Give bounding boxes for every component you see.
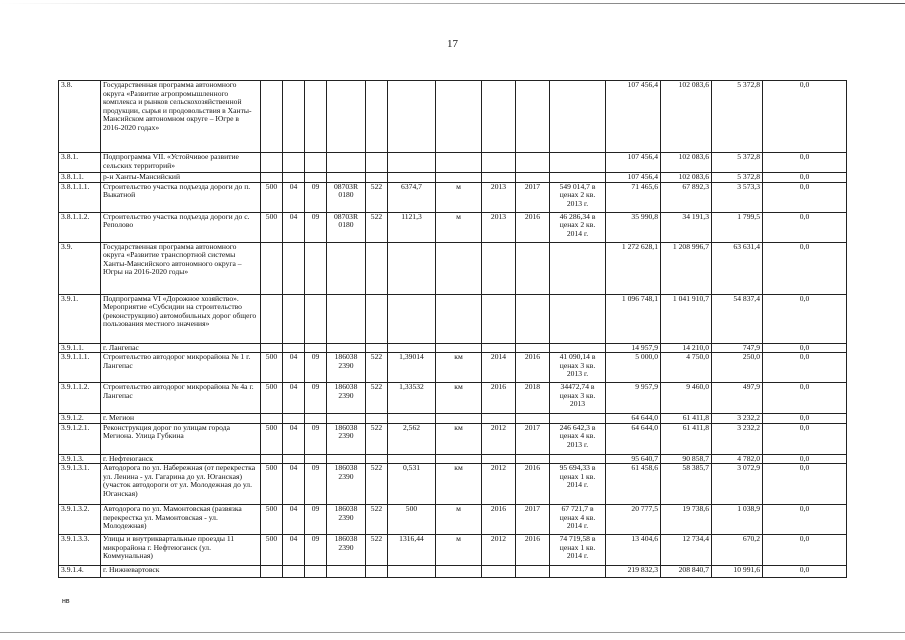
expense-type-cell: 522 — [366, 505, 388, 535]
unit-cell: км — [436, 464, 482, 505]
estimated-cost-cell: 41 090,14 в ценах 3 кв. 2013 г. — [550, 353, 606, 383]
subsection-code-cell: 09 — [305, 423, 327, 454]
regional-budget-cell: 5 372,8 — [712, 153, 763, 173]
other-sources-cell: 0,0 — [763, 423, 847, 454]
expense-type-cell — [366, 294, 388, 343]
other-sources-cell: 0,0 — [763, 353, 847, 383]
regional-budget-cell: 747,9 — [712, 343, 763, 353]
start-year-cell — [482, 153, 516, 173]
start-year-cell: 2012 — [482, 535, 516, 566]
start-year-cell — [482, 414, 516, 424]
subsection-code-cell — [305, 294, 327, 343]
row-name-cell: Автодорога по ул. Мамонтовская (развязка перекрестка ул. Мамонтовская - ул. Молодежная) — [101, 505, 261, 535]
subsection-code-cell — [305, 173, 327, 183]
table-row — [59, 535, 847, 566]
capacity-cell — [388, 173, 436, 183]
row-name-cell: г. Нефтеюганск — [101, 454, 261, 464]
capacity-cell: 6374,7 — [388, 182, 436, 212]
section-code-cell — [283, 414, 305, 424]
section-code-cell — [283, 454, 305, 464]
estimated-cost-cell: 46 286,34 в ценах 2 кв. 2014 г. — [550, 212, 606, 242]
start-year-cell — [482, 81, 516, 153]
regional-budget-cell: 497,9 — [712, 383, 763, 414]
section-code-cell — [283, 81, 305, 153]
end-year-cell: 2017 — [516, 182, 550, 212]
row-name-cell: Реконструкция дорог по улицам города Мегиона. Улица Губкина — [101, 423, 261, 454]
row-number-cell: 3.9.1.4. — [59, 566, 101, 578]
row-number-cell: 3.8.1.1.2. — [59, 212, 101, 242]
federal-budget-cell: 34 191,3 — [661, 212, 712, 242]
table-row — [59, 464, 847, 505]
subsection-code-cell — [305, 343, 327, 353]
row-number-cell: 3.9.1.3.2. — [59, 505, 101, 535]
subsection-code-cell — [305, 454, 327, 464]
capacity-cell — [388, 414, 436, 424]
row-name-cell: г. Нижневартовск — [101, 566, 261, 578]
start-year-cell: 2013 — [482, 182, 516, 212]
start-year-cell: 2012 — [482, 423, 516, 454]
target-article-cell — [327, 81, 366, 153]
start-year-cell: 2014 — [482, 353, 516, 383]
row-name-cell: Строительство автодорог микрорайона № 4а г. Лангепас — [101, 383, 261, 414]
estimated-cost-cell: 74 719,58 в ценах 1 кв. 2014 г. — [550, 535, 606, 566]
row-number-cell: 3.9.1.3.3. — [59, 535, 101, 566]
page-number: 17 — [447, 38, 458, 50]
capacity-cell: 1,33532 — [388, 383, 436, 414]
target-article-cell — [327, 343, 366, 353]
subsection-code-cell — [305, 81, 327, 153]
capacity-cell — [388, 294, 436, 343]
federal-budget-cell: 12 734,4 — [661, 535, 712, 566]
row-number-cell: 3.9.1.2.1. — [59, 423, 101, 454]
row-name-cell: Автодорога по ул. Набережная (от перекрестка ул. Ленина - ул. Гагарина до ул. Юганская) (участок автодороги от ул. Молодежная до ул. Юганская) — [101, 464, 261, 505]
target-article-cell: 186038 2390 — [327, 353, 366, 383]
start-year-cell: 2016 — [482, 505, 516, 535]
subsection-code-cell: 09 — [305, 212, 327, 242]
total-amount-cell: 13 404,6 — [606, 535, 661, 566]
regional-budget-cell: 63 631,4 — [712, 242, 763, 294]
row-number-cell: 3.8.1. — [59, 153, 101, 173]
ministry-code-cell — [261, 173, 283, 183]
ministry-code-cell: 500 — [261, 182, 283, 212]
ministry-code-cell: 500 — [261, 212, 283, 242]
row-number-cell: 3.9. — [59, 242, 101, 294]
total-amount-cell: 35 990,8 — [606, 212, 661, 242]
federal-budget-cell: 19 738,6 — [661, 505, 712, 535]
federal-budget-cell: 90 858,7 — [661, 454, 712, 464]
table-row — [59, 414, 847, 424]
ministry-code-cell: 500 — [261, 423, 283, 454]
row-number-cell: 3.8.1.1.1. — [59, 182, 101, 212]
target-article-cell: 08703R 0180 — [327, 182, 366, 212]
target-article-cell — [327, 566, 366, 578]
section-code-cell — [283, 343, 305, 353]
estimated-cost-cell — [550, 414, 606, 424]
ministry-code-cell: 500 — [261, 505, 283, 535]
row-number-cell: 3.9.1.3. — [59, 454, 101, 464]
total-amount-cell: 9 957,9 — [606, 383, 661, 414]
subsection-code-cell — [305, 153, 327, 173]
other-sources-cell: 0,0 — [763, 212, 847, 242]
scan-edge-top — [0, 3, 905, 4]
subsection-code-cell — [305, 566, 327, 578]
target-article-cell — [327, 414, 366, 424]
table-row — [59, 81, 847, 153]
total-amount-cell: 20 777,5 — [606, 505, 661, 535]
estimated-cost-cell — [550, 153, 606, 173]
table-row — [59, 383, 847, 414]
table-row — [59, 153, 847, 173]
federal-budget-cell: 14 210,0 — [661, 343, 712, 353]
target-article-cell: 08703R 0180 — [327, 212, 366, 242]
row-number-cell: 3.9.1.2. — [59, 414, 101, 424]
estimated-cost-cell — [550, 294, 606, 343]
subsection-code-cell: 09 — [305, 464, 327, 505]
expense-type-cell: 522 — [366, 464, 388, 505]
row-name-cell: Государственная программа автономного округа «Развитие агропромышленного комплекса и рынков сельскохозяйственной продукции, сырья и продовольствия в Ханты-Мансийском автономном округе – Югре в 2016-2020 годах» — [101, 81, 261, 153]
target-article-cell: 186038 2390 — [327, 535, 366, 566]
federal-budget-cell: 4 750,0 — [661, 353, 712, 383]
federal-budget-cell: 1 208 996,7 — [661, 242, 712, 294]
other-sources-cell: 0,0 — [763, 383, 847, 414]
expense-type-cell: 522 — [366, 353, 388, 383]
row-name-cell: Строительство автодорог микрорайона № 1 г. Лангепас — [101, 353, 261, 383]
unit-cell — [436, 153, 482, 173]
total-amount-cell: 107 456,4 — [606, 173, 661, 183]
budget-table — [58, 80, 847, 578]
subsection-code-cell: 09 — [305, 383, 327, 414]
expense-type-cell: 522 — [366, 423, 388, 454]
regional-budget-cell: 3 232,2 — [712, 423, 763, 454]
unit-cell — [436, 454, 482, 464]
total-amount-cell: 64 644,0 — [606, 423, 661, 454]
other-sources-cell: 0,0 — [763, 454, 847, 464]
expense-type-cell — [366, 242, 388, 294]
estimated-cost-cell — [550, 81, 606, 153]
regional-budget-cell: 3 232,2 — [712, 414, 763, 424]
ministry-code-cell: 500 — [261, 383, 283, 414]
table-row — [59, 242, 847, 294]
expense-type-cell — [366, 343, 388, 353]
total-amount-cell: 14 957,9 — [606, 343, 661, 353]
other-sources-cell: 0,0 — [763, 81, 847, 153]
table-row — [59, 423, 847, 454]
capacity-cell: 500 — [388, 505, 436, 535]
capacity-cell: 2,562 — [388, 423, 436, 454]
estimated-cost-cell: 549 014,7 в ценах 2 кв. 2013 г. — [550, 182, 606, 212]
unit-cell — [436, 414, 482, 424]
start-year-cell — [482, 242, 516, 294]
expense-type-cell: 522 — [366, 383, 388, 414]
expense-type-cell: 522 — [366, 182, 388, 212]
other-sources-cell: 0,0 — [763, 343, 847, 353]
start-year-cell — [482, 343, 516, 353]
capacity-cell — [388, 566, 436, 578]
total-amount-cell: 71 465,6 — [606, 182, 661, 212]
row-number-cell: 3.9.1.1.1. — [59, 353, 101, 383]
target-article-cell — [327, 294, 366, 343]
regional-budget-cell: 10 991,6 — [712, 566, 763, 578]
start-year-cell — [482, 566, 516, 578]
other-sources-cell: 0,0 — [763, 535, 847, 566]
capacity-cell: 0,531 — [388, 464, 436, 505]
total-amount-cell: 107 456,4 — [606, 81, 661, 153]
other-sources-cell: 0,0 — [763, 242, 847, 294]
regional-budget-cell: 670,2 — [712, 535, 763, 566]
unit-cell — [436, 242, 482, 294]
row-number-cell: 3.8. — [59, 81, 101, 153]
end-year-cell — [516, 81, 550, 153]
total-amount-cell: 107 456,4 — [606, 153, 661, 173]
regional-budget-cell: 1 799,5 — [712, 212, 763, 242]
start-year-cell: 2012 — [482, 464, 516, 505]
expense-type-cell: 522 — [366, 535, 388, 566]
federal-budget-cell: 61 411,8 — [661, 423, 712, 454]
estimated-cost-cell — [550, 173, 606, 183]
federal-budget-cell: 102 083,6 — [661, 153, 712, 173]
end-year-cell: 2016 — [516, 212, 550, 242]
target-article-cell: 186038 2390 — [327, 383, 366, 414]
ministry-code-cell: 500 — [261, 464, 283, 505]
table-row — [59, 212, 847, 242]
row-name-cell: г. Лангепас — [101, 343, 261, 353]
ministry-code-cell — [261, 343, 283, 353]
target-article-cell — [327, 173, 366, 183]
capacity-cell: 1121,3 — [388, 212, 436, 242]
end-year-cell: 2016 — [516, 535, 550, 566]
unit-cell — [436, 81, 482, 153]
unit-cell: м — [436, 182, 482, 212]
subsection-code-cell: 09 — [305, 535, 327, 566]
end-year-cell: 2016 — [516, 464, 550, 505]
row-name-cell: Подпрограмма VI «Дорожное хозяйство». Мероприятие «Субсидии на строительство (реконструкцию) автомобильных дорог общего пользования местного значения» — [101, 294, 261, 343]
regional-budget-cell: 54 837,4 — [712, 294, 763, 343]
target-article-cell — [327, 242, 366, 294]
unit-cell — [436, 343, 482, 353]
other-sources-cell: 0,0 — [763, 173, 847, 183]
estimated-cost-cell — [550, 454, 606, 464]
table-row — [59, 294, 847, 343]
expense-type-cell — [366, 454, 388, 464]
end-year-cell: 2018 — [516, 383, 550, 414]
capacity-cell — [388, 153, 436, 173]
row-number-cell: 3.9.1.1.2. — [59, 383, 101, 414]
row-name-cell: Подпрограмма VII. «Устойчивое развитие сельских территорий» — [101, 153, 261, 173]
scan-edge-bottom — [0, 632, 905, 633]
end-year-cell — [516, 566, 550, 578]
capacity-cell — [388, 454, 436, 464]
subsection-code-cell: 09 — [305, 505, 327, 535]
estimated-cost-cell — [550, 242, 606, 294]
end-year-cell: 2017 — [516, 423, 550, 454]
section-code-cell — [283, 173, 305, 183]
federal-budget-cell: 58 385,7 — [661, 464, 712, 505]
unit-cell: м — [436, 535, 482, 566]
other-sources-cell: 0,0 — [763, 566, 847, 578]
footer-mark: нв — [62, 598, 70, 605]
table-row — [59, 353, 847, 383]
end-year-cell — [516, 414, 550, 424]
ministry-code-cell: 500 — [261, 353, 283, 383]
start-year-cell — [482, 454, 516, 464]
total-amount-cell: 219 832,3 — [606, 566, 661, 578]
ministry-code-cell — [261, 242, 283, 294]
end-year-cell: 2016 — [516, 353, 550, 383]
estimated-cost-cell — [550, 566, 606, 578]
regional-budget-cell: 250,0 — [712, 353, 763, 383]
row-number-cell: 3.9.1.3.1. — [59, 464, 101, 505]
section-code-cell: 04 — [283, 353, 305, 383]
other-sources-cell: 0,0 — [763, 505, 847, 535]
table-row — [59, 343, 847, 353]
expense-type-cell — [366, 566, 388, 578]
federal-budget-cell: 208 840,7 — [661, 566, 712, 578]
total-amount-cell: 1 272 628,1 — [606, 242, 661, 294]
section-code-cell: 04 — [283, 423, 305, 454]
subsection-code-cell — [305, 242, 327, 294]
target-article-cell — [327, 153, 366, 173]
end-year-cell: 2017 — [516, 505, 550, 535]
estimated-cost-cell — [550, 343, 606, 353]
end-year-cell — [516, 343, 550, 353]
row-number-cell: 3.9.1.1. — [59, 343, 101, 353]
federal-budget-cell: 61 411,8 — [661, 414, 712, 424]
target-article-cell — [327, 454, 366, 464]
section-code-cell: 04 — [283, 505, 305, 535]
unit-cell: км — [436, 353, 482, 383]
expense-type-cell — [366, 173, 388, 183]
total-amount-cell: 61 458,6 — [606, 464, 661, 505]
federal-budget-cell: 102 083,6 — [661, 173, 712, 183]
capacity-cell — [388, 343, 436, 353]
total-amount-cell: 64 644,0 — [606, 414, 661, 424]
row-name-cell: Строительство участка подъезда дороги до п. Выкатной — [101, 182, 261, 212]
capacity-cell: 1316,44 — [388, 535, 436, 566]
expense-type-cell — [366, 153, 388, 173]
section-code-cell: 04 — [283, 464, 305, 505]
start-year-cell: 2013 — [482, 212, 516, 242]
regional-budget-cell: 5 372,8 — [712, 173, 763, 183]
other-sources-cell: 0,0 — [763, 182, 847, 212]
row-number-cell: 3.9.1. — [59, 294, 101, 343]
section-code-cell — [283, 566, 305, 578]
subsection-code-cell: 09 — [305, 353, 327, 383]
start-year-cell: 2016 — [482, 383, 516, 414]
end-year-cell — [516, 294, 550, 343]
section-code-cell: 04 — [283, 212, 305, 242]
unit-cell: м — [436, 505, 482, 535]
expense-type-cell: 522 — [366, 212, 388, 242]
unit-cell: км — [436, 423, 482, 454]
row-name-cell: Строительство участка подъезда дороги до с. Реполово — [101, 212, 261, 242]
ministry-code-cell — [261, 81, 283, 153]
regional-budget-cell: 3 573,3 — [712, 182, 763, 212]
estimated-cost-cell: 34472,74 в ценах 3 кв. 2013 — [550, 383, 606, 414]
estimated-cost-cell: 67 721,7 в ценах 4 кв. 2014 г. — [550, 505, 606, 535]
regional-budget-cell: 3 072,9 — [712, 464, 763, 505]
start-year-cell — [482, 173, 516, 183]
section-code-cell — [283, 294, 305, 343]
capacity-cell — [388, 81, 436, 153]
capacity-cell: 1,39014 — [388, 353, 436, 383]
target-article-cell: 186038 2390 — [327, 464, 366, 505]
unit-cell — [436, 294, 482, 343]
unit-cell: км — [436, 383, 482, 414]
expense-type-cell — [366, 81, 388, 153]
expense-type-cell — [366, 414, 388, 424]
regional-budget-cell: 5 372,8 — [712, 81, 763, 153]
federal-budget-cell: 67 892,3 — [661, 182, 712, 212]
target-article-cell: 186038 2390 — [327, 505, 366, 535]
section-code-cell — [283, 242, 305, 294]
section-code-cell: 04 — [283, 383, 305, 414]
total-amount-cell: 1 096 748,1 — [606, 294, 661, 343]
start-year-cell — [482, 294, 516, 343]
unit-cell: м — [436, 212, 482, 242]
estimated-cost-cell: 246 642,3 в ценах 4 кв. 2013 г. — [550, 423, 606, 454]
table-row — [59, 454, 847, 464]
row-name-cell: Улицы и внутриквартальные проезды 11 микрорайона г. Нефтеюганск (ул. Коммунальная) — [101, 535, 261, 566]
ministry-code-cell — [261, 294, 283, 343]
section-code-cell: 04 — [283, 182, 305, 212]
federal-budget-cell: 1 041 910,7 — [661, 294, 712, 343]
table-row — [59, 566, 847, 578]
end-year-cell — [516, 173, 550, 183]
ministry-code-cell — [261, 566, 283, 578]
row-name-cell: г. Мегион — [101, 414, 261, 424]
section-code-cell: 04 — [283, 535, 305, 566]
end-year-cell — [516, 153, 550, 173]
regional-budget-cell: 1 038,9 — [712, 505, 763, 535]
total-amount-cell: 95 640,7 — [606, 454, 661, 464]
table-row — [59, 505, 847, 535]
ministry-code-cell: 500 — [261, 535, 283, 566]
target-article-cell: 186038 2390 — [327, 423, 366, 454]
table-row — [59, 173, 847, 183]
row-name-cell: Государственная программа автономного округа «Развитие транспортной системы Ханты-Мансийского автономного округа – Югры на 2016-2020 годы» — [101, 242, 261, 294]
federal-budget-cell: 9 460,0 — [661, 383, 712, 414]
ministry-code-cell — [261, 454, 283, 464]
subsection-code-cell — [305, 414, 327, 424]
section-code-cell — [283, 153, 305, 173]
table-row — [59, 182, 847, 212]
other-sources-cell: 0,0 — [763, 294, 847, 343]
ministry-code-cell — [261, 414, 283, 424]
unit-cell — [436, 566, 482, 578]
other-sources-cell: 0,0 — [763, 464, 847, 505]
federal-budget-cell: 102 083,6 — [661, 81, 712, 153]
end-year-cell — [516, 242, 550, 294]
total-amount-cell: 5 000,0 — [606, 353, 661, 383]
ministry-code-cell — [261, 153, 283, 173]
row-name-cell: р-н Ханты-Мансийский — [101, 173, 261, 183]
row-number-cell: 3.8.1.1. — [59, 173, 101, 183]
capacity-cell — [388, 242, 436, 294]
end-year-cell — [516, 454, 550, 464]
unit-cell — [436, 173, 482, 183]
other-sources-cell: 0,0 — [763, 414, 847, 424]
other-sources-cell: 0,0 — [763, 153, 847, 173]
subsection-code-cell: 09 — [305, 182, 327, 212]
regional-budget-cell: 4 782,0 — [712, 454, 763, 464]
estimated-cost-cell: 95 694,33 в ценах 1 кв. 2014 г. — [550, 464, 606, 505]
